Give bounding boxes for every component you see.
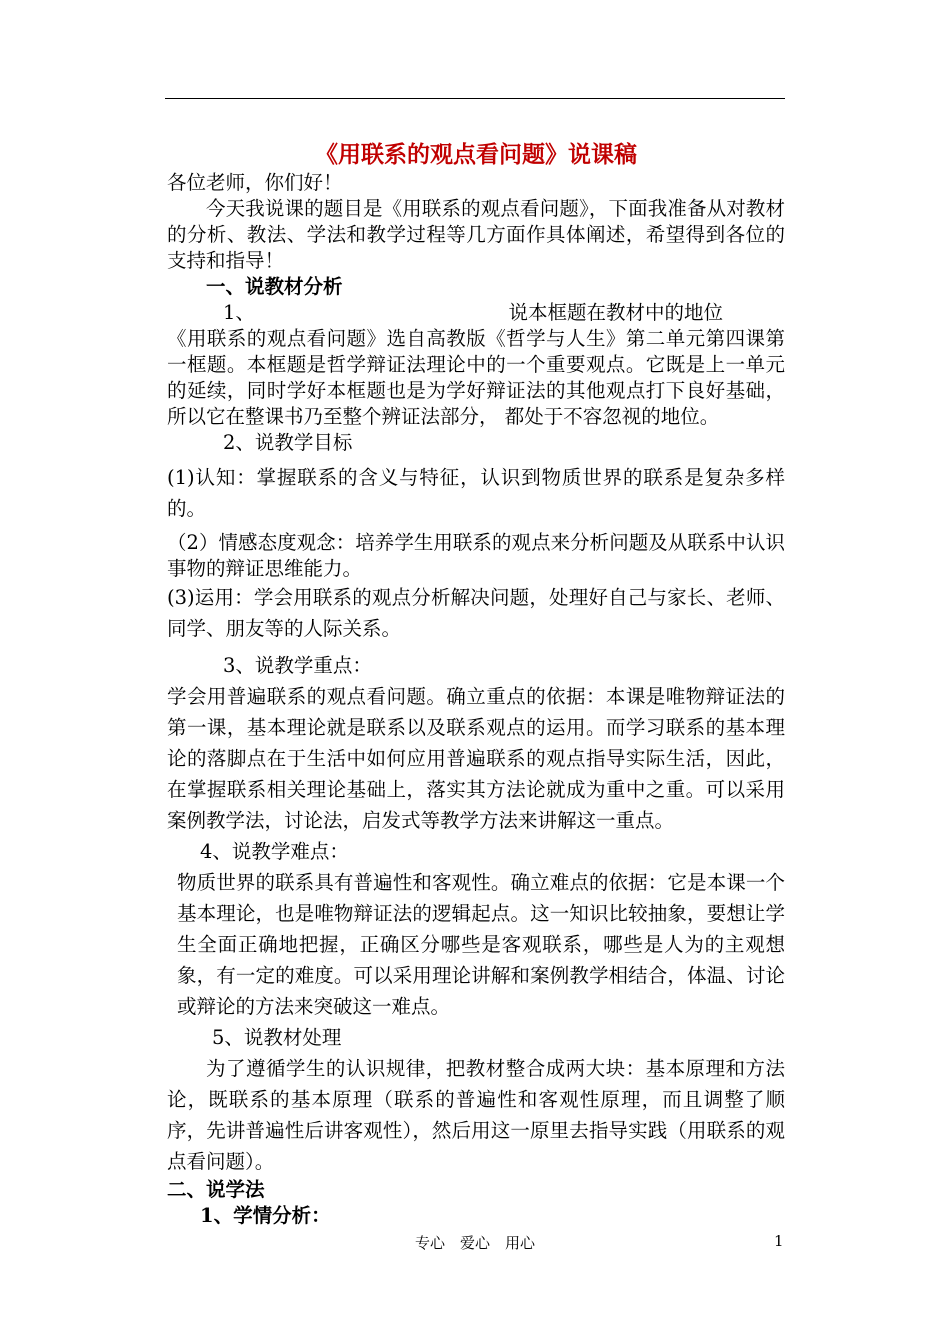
document-body [167,140,785,1229]
section1-item1-heading [167,300,785,326]
document-title: 《用联系的观点看问题》说课稿 [315,141,637,168]
goal-application: (3)运用：学会用联系的观点分析解决问题，处理好自己与家长、老师、同学、朋友等的人际关系。 [167,586,785,640]
item1-number: 1、 [223,301,255,324]
item5-body: 为了遵循学生的认识规律，把教材整合成两大块：基本原理和方法论，既联系的基本原理（联系的普遍性和客观性原理，而且调整了顺序，先讲普遍性后讲客观性），然后用这一原里去指导实践（用联系的观点看问题）。 [167,1057,785,1173]
header-rule [165,98,785,99]
greeting: 各位老师，你们好！ [167,171,343,194]
item1-title: 说本框题在教材中的地位 [508,301,723,324]
page-number: 1 [774,1232,784,1250]
item2-title: 2、说教学目标 [223,431,353,454]
footer-motto: 专心 爱心 用心 [414,1234,535,1252]
item3-title: 3、说教学重点： [223,654,372,677]
section2-item1-title: 1、学情分析： [200,1204,331,1227]
section2-heading: 二、说学法 [167,1178,265,1201]
item5-title: 5、说教材处理 [212,1026,342,1049]
item3-body: 学会用普遍联系的观点看问题。确立重点的依据：本课是唯物辩证法的第一课，基本理论就是联系以及联系观点的运用。而学习联系的基本理论的落脚点在于生活中如何应用普遍联系的观点指导实际生活，因此，在掌握联系相关理论基础上，落实其方法论就成为重中之重。可以采用案例教学法，讨论法，启发式等教学方法来讲解这一重点。 [167,685,785,832]
goal-cognition: (1)认知：掌握联系的含义与特征，认识到物质世界的联系是复杂多样的。 [167,466,785,520]
item4-title: 4、说教学难点： [200,840,349,863]
section1-heading: 一、说教材分析 [206,275,343,298]
goal-emotion: （2）情感态度观念：培养学生用联系的观点来分析问题及从联系中认识事物的辩证思维能力。 [167,531,785,580]
intro-paragraph: 今天我说课的题目是《用联系的观点看问题》，下面我准备从对教材的分析、教法、学法和教学过程等几方面作具体阐述，希望得到各位的支持和指导！ [167,197,785,272]
item4-body: 物质世界的联系具有普遍性和客观性。确立难点的依据：它是本课一个基本理论，也是唯物辩证法的逻辑起点。这一知识比较抽象，要想让学生全面正确地把握，正确区分哪些是客观联系，哪些是人为的主观想象，有一定的难度。可以采用理论讲解和案例教学相结合，体温、讨论或辩论的方法来突破这一难点。 [177,871,785,1018]
item1-body: 《用联系的观点看问题》选自高教版《哲学与人生》第二单元第四课第一框题。本框题是哲学辩证法理论中的一个重要观点。它既是上一单元的延续，同时学好本框题也是为学好辩证法的其他观点打下良好基础，所以它在整课书乃至整个辨证法部分， 都处于不容忽视的地位。 [167,327,785,428]
